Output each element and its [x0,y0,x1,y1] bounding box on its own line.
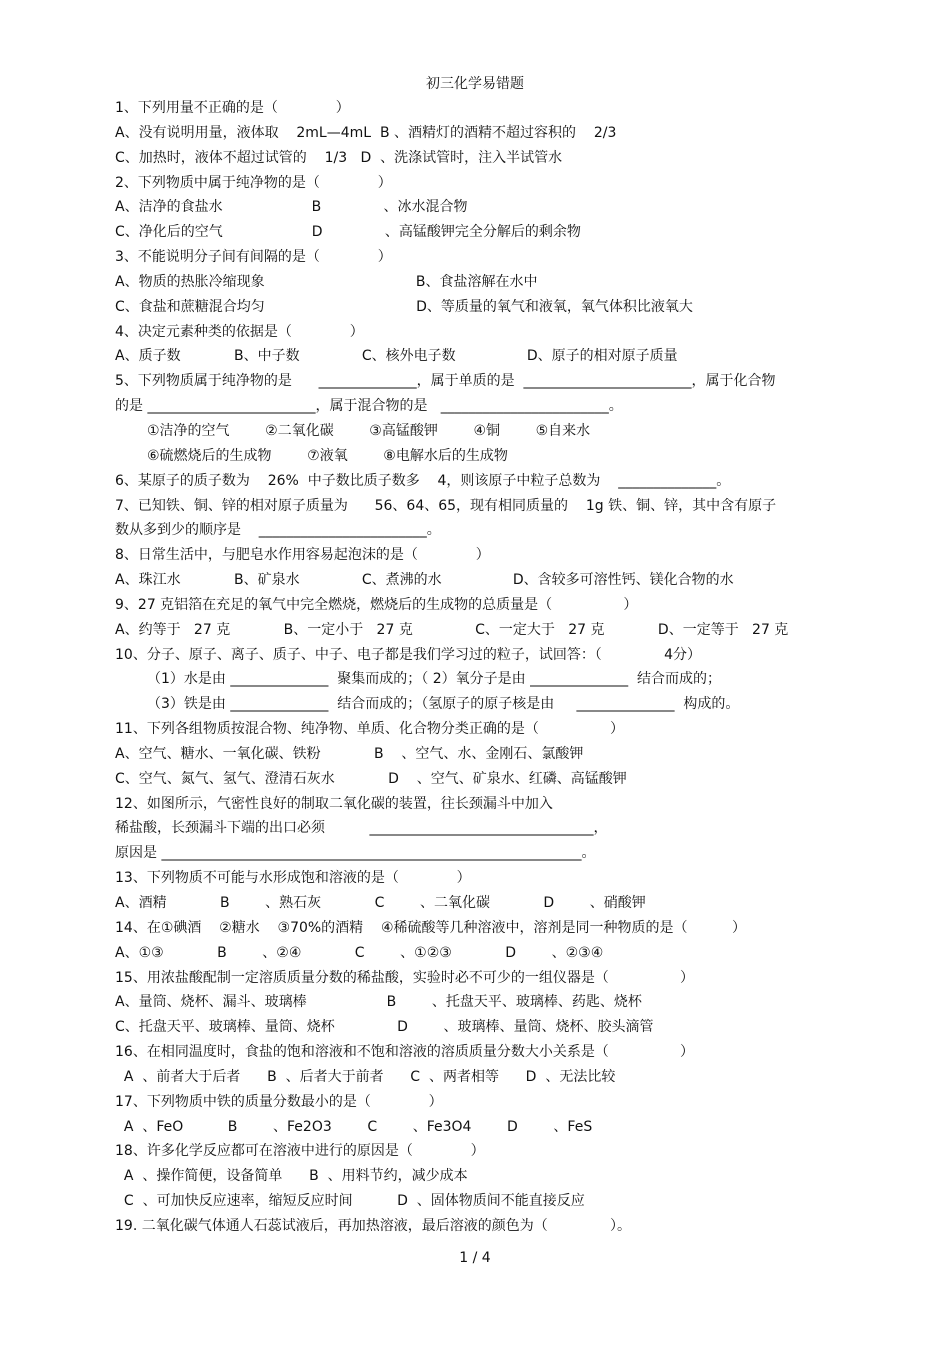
page-title: 初三化学易错题 [426,76,524,92]
text-line: A 、操作简便，设备简单 B 、用料节约，减少成本 [115,1168,468,1185]
text-line: 8、日常生活中，与肥皂水作用容易起泡沫的是（ ） [115,547,490,564]
text-line: A、物质的热胀冷缩现象 B、食盐溶解在水中 [115,273,538,290]
text-line: 11、下列各组物质按混合物、纯净物、单质、化合物分类正确的是（ ） [115,721,625,738]
text-line: 15、用浓盐酸配制一定溶质质量分数的稀盐酸，实验时必不可少的一组仪器是（ ） [115,969,695,986]
text-line: A、珠江水 B、矿泉水 C、煮沸的水 D、含较多可溶性钙、镁化合物的水 [115,572,734,589]
text-line: 数从多到少的顺序是 ________________________。 [115,522,441,539]
text-line: 10、分子、原子、离子、质子、中子、电子都是我们学习过的粒子，试回答：（ 4分） [115,646,702,663]
text-line: A 、前者大于后者 B 、后者大于前者 C 、两者相等 D 、无法比较 [115,1068,616,1085]
text-line: 3、不能说明分子间有间隔的是（ ） [115,249,392,266]
page-number: 1 / 4 [459,1250,491,1266]
text-line: 17、下列物质中铁的质量分数最小的是（ ） [115,1093,443,1110]
text-line: A、质子数 B、中子数 C、核外电子数 D、原子的相对原子质量 [115,348,678,365]
text-line: C、托盘天平、玻璃棒、量筒、烧杯 D 、玻璃棒、量筒、烧杯、胶头滴管 [115,1019,654,1036]
text-line: 原因是 ____________________________________________________________。 [115,845,596,862]
text-line: 16、在相同温度时，食盐的饱和溶液和不饱和溶液的溶质质量分数大小关系是（ ） [115,1044,695,1061]
text-line: C 、可加快反应速率，缩短反应时间 D 、固体物质间不能直接反应 [115,1193,585,1210]
text-line: A 、FeO B 、Fe2O3 C 、Fe3O4 D 、FeS [115,1118,593,1135]
text-line: 2、下列物质中属于纯净物的是（ ） [115,174,392,191]
text-line: 13、下列物质不可能与水形成饱和溶液的是（ ） [115,870,471,887]
question-list [115,96,845,1239]
text-line: 稀盐酸，长颈漏斗下端的出口必须 ________________________________， [115,820,608,837]
text-line: 5、下列物质属于纯净物的是 ______________，属于单质的是 ________________________，属于化合物 [115,373,776,390]
text-line: 6、某原子的质子数为 26% 中子数比质子数多 4，则该原子中粒子总数为 ______________。 [115,472,731,489]
text-line: A、酒精 B 、熟石灰 C 、二氧化碳 D 、硝酸钾 [115,895,646,911]
text-line: A、量筒、烧杯、漏斗、玻璃棒 B 、托盘天平、玻璃棒、药匙、烧杯 [115,994,642,1011]
text-line: 9、27 克铝箔在充足的氧气中完全燃烧，燃烧后的生成物的总质量是（ ） [115,596,638,613]
text-line: C、空气、氮气、氢气、澄清石灰水 D 、空气、矿泉水、红磷、高锰酸钾 [115,770,627,787]
text-line: C、加热时，液体不超过试管的 1/3 D 、洗涤试管时，注入半试管水 [115,149,563,166]
text-line: 7、已知铁、铜、锌的相对原子质量为 56、64、65，现有相同质量的 1g 铁、铜、锌，其中含有原子 [115,497,777,514]
text-line: A、①③ B 、②④ C 、①②③ D 、②③④ [115,944,604,961]
text-line: 19. 二氧化碳气体通人石蕊试液后，再加热溶液，最后溶液的颜色为（ ）。 [115,1217,632,1234]
text-line: A、没有说明用量，液体取 2mL—4mL B 、酒精灯的酒精不超过容积的 2/3 [115,124,617,141]
text-line: 12、如图所示，气密性良好的制取二氧化碳的装置，往长颈漏斗中加入 [115,795,553,812]
text-line: 4、决定元素种类的依据是（ ） [115,323,364,340]
text-line: A、洁净的食盐水 B 、冰水混合物 [115,199,468,216]
text-line: A、约等于 27 克 B、一定小于 27 克 C、一定大于 27 克 D、一定等于 27 克 [115,621,789,638]
text-line: A、空气、糖水、一氧化碳、铁粉 B 、空气、水、金刚石、氯酸钾 [115,745,584,762]
text-line: 1、下列用量不正确的是（ ） [115,100,350,116]
text-line: ①洁净的空气 ②二氧化碳 ③高锰酸钾 ④铜 ⑤自来水 [147,422,591,439]
text-line: 的是 ________________________，属于混合物的是 ________________________。 [115,398,623,415]
text-line: （1）水是由 ______________ 聚集而成的；（ 2）氧分子是由 ______________ 结合而成的； [147,671,721,688]
text-line: C、食盐和蔗糖混合均匀 D、等质量的氧气和液氧，氧气体积比液氧大 [115,298,693,315]
text-line: 18、许多化学反应都可在溶液中进行的原因是（ ） [115,1143,485,1160]
text-line: C、净化后的空气 D 、高锰酸钾完全分解后的剩余物 [115,224,581,241]
text-line: ⑥硫燃烧后的生成物 ⑦液氧 ⑧电解水后的生成物 [147,447,508,464]
text-line: （3）铁是由 ______________ 结合而成的；（氢原子的原子核是由 ______________ 构成的。 [147,696,740,713]
text-line: 14、在①碘酒 ②糖水 ③70%的酒精 ④稀硫酸等几种溶液中，溶剂是同一种物质的是（ ） [115,919,747,936]
